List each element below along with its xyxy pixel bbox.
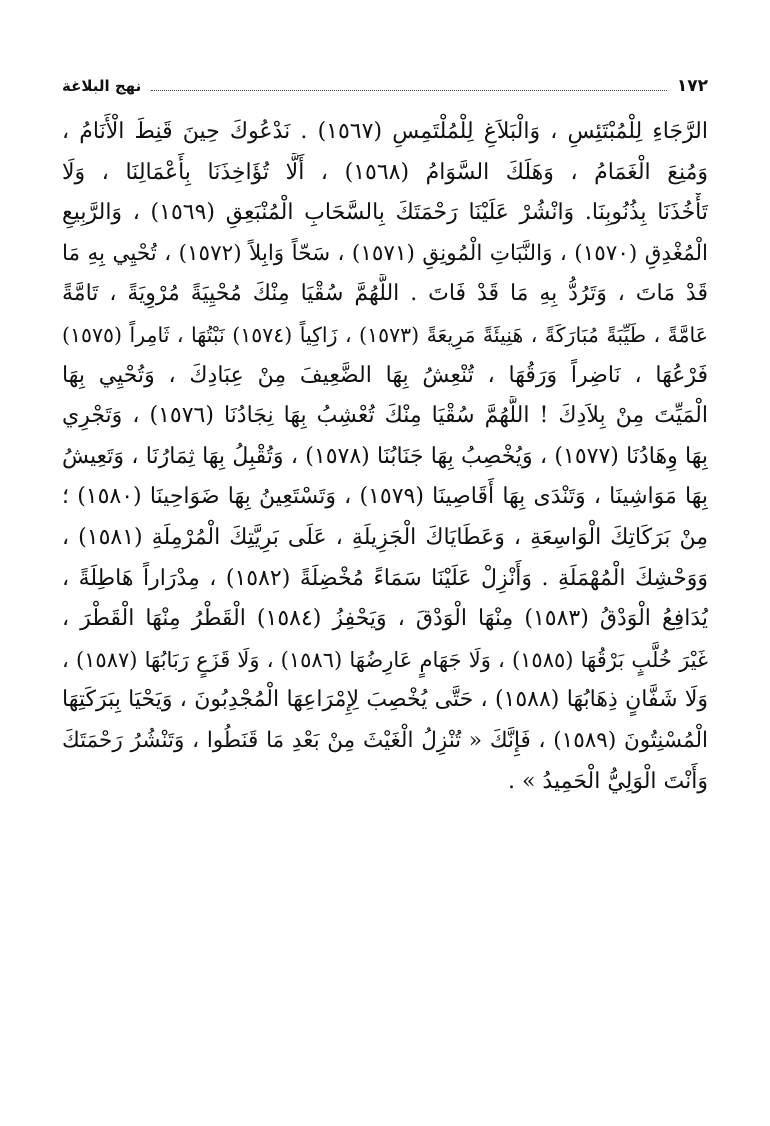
page-number: ١٧٢: [676, 76, 708, 96]
text-line: يُدَافِعُ الْوَدْقُ (١٥٨٣) مِنْهَا الْوَدْقَ ، وَيَحْفِزُ (١٥٨٤) الْقَطْرُ مِنْهَا الْقَطْرَ ،: [62, 606, 708, 632]
text-line: الرَّجَاءِ لِلْمُبْتَئِسِ ، وَالْبَلاَغِ لِلْمُلْتَمِسِ (١٥٦٧) . نَدْعُوكَ حِينَ قَنِطَ الْأَنَامُ ،: [62, 119, 708, 144]
text-line: مِنْ بَرَكَاتِكَ الْوَاسِعَةِ ، وَعَطَايَاكَ الْجَزِيلَةِ ، عَلَى بَرِيَّتِكَ الْمُرْمِلَةِ (١٥٨١) ،: [62, 524, 708, 550]
text-line: وَأَنْتَ الْوَلِيُّ الْحَمِيدُ » .: [507, 768, 708, 794]
text-line: قَدْ مَاتَ ، وَتَرُدُّ بِهِ مَا قَدْ فَاتَ . اللَّهُمَّ سُقْيَا مِنْكَ مُحْيِيَةً مُرْوِيَةً ، تَامَّةً: [62, 281, 708, 307]
text-line: عَامَّةً ، طَيِّبَةً مُبَارَكَةً ، هَنِيئَةً مَرِيعَةً (١٥٧٣) ، زَاكِياً (١٥٧٤) نَبْتُهَا ، ثَامِراً (١٥٧٥): [62, 322, 708, 347]
text-line: بِهَا مَوَاشِينَا ، وَتَنْدَى بِهَا أَقَاصِينَا (١٥٧٩) ، وَتَسْتَعِينُ بِهَا ضَوَاحِينَا (١٥٨٠) ؛: [62, 484, 708, 510]
text-line: الْمَيِّتَ مِنْ بِلاَدِكَ ! اللَّهُمَّ سُقْيَا مِنْكَ تُعْشِبُ بِهَا نِجَادُنَا (١٥٧٦) ، وَتَجْرِي: [62, 403, 708, 429]
text-line: تَأْخُذَنَا بِذُنُوبِنَا. وَانْشُرْ عَلَيْنَا رَحْمَتَكَ بِالسَّحَابِ الْمُنْبَعِقِ (١٥٦٩) ، وَالرَّبِيعِ: [62, 200, 708, 226]
header-dotted-leader: [151, 82, 667, 91]
text-line: غَيْرَ خُلَّبٍ بَرْقُهَا (١٥٨٥) ، وَلَا جَهَامٍ عَارِضُهَا (١٥٨٦) ، وَلَا قَزَعٍ رَبَابُهَا (١٥٨٧) ،: [62, 647, 708, 672]
text-line: بِهَا وِهَادُنَا (١٥٧٧) ، وَيُخْصِبُ بِهَا جَنَابُنَا (١٥٧٨) ، وَتُقْبِلُ بِهَا ثِمَارُنَا ، وَتَعِيشُ: [62, 443, 708, 469]
text-line: وَوَحْشِكَ الْمُهْمَلَةِ . وَأَنْزِلْ عَلَيْنَا سَمَاءً مُخْضِلَةً (١٥٨٢) ، مِدْرَاراً هَاطِلَةً ،: [62, 565, 708, 591]
text-line: وَمُنِعَ الْغَمَامُ ، وَهَلَكَ السَّوَامُ (١٥٦٨) ، أَلَّا تُؤَاخِذَنَا بِأَعْمَالِنَا ، وَلَا: [62, 159, 708, 185]
running-header: [62, 74, 708, 98]
body-text: [62, 112, 708, 802]
text-line: الْمُسْنِتُونَ (١٥٨٩) ، فَإِنَّكَ « تُنْزِلُ الْغَيْثَ مِنْ بَعْدِ مَا قَنَطُوا ، وَتَنْشُرُ رَحْمَتَكَ: [62, 727, 708, 753]
book-title: نهج البلاغة: [62, 77, 142, 95]
text-line: فَرْعُهَا ، نَاضِراً وَرَقُهَا ، تُنْعِشُ بِهَا الضَّعِيفَ مِنْ عِبَادِكَ ، وَتُحْيِي بِهَا: [62, 362, 708, 388]
text-line: الْمُغْدِقِ (١٥٧٠) ، وَالنَّبَاتِ الْمُونِقِ (١٥٧١) ، سَحّاً وَابِلاً (١٥٧٢) ، تُحْيِي بِهِ مَا: [62, 240, 708, 266]
text-line: وَلَا شَفَّانٍ ذِهَابُهَا (١٥٨٨) ، حَتَّى يُخْصِبَ لِإِمْرَاعِهَا الْمُجْدِبُونَ ، وَيَحْيَا بِبَرَكَتِهَا: [62, 687, 708, 713]
